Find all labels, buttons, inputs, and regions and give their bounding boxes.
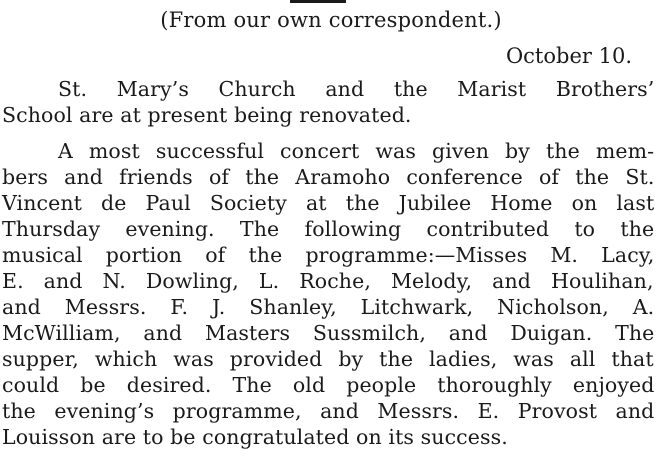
paragraph-2-line-6: E. and N. Dowling, L. Roche, Melody, and Houlihan, [2, 269, 654, 293]
dateline: October 10. [505, 44, 632, 68]
paragraph-1-line-1: St. Mary’s Church and the Marist Brothers’ [58, 77, 655, 101]
paragraph-2-line-4: Thursday evening. The following contributed to the [2, 217, 655, 241]
paragraph-2-line-12: Louisson are to be congratulated on its success. [2, 425, 508, 449]
paragraph-2-line-10: could be desired. The old people thoroughly enjoyed [2, 373, 655, 397]
paragraph-2-line-1: A most successful concert was given by the mem- [58, 139, 655, 163]
byline: (From our own correspondent.) [160, 8, 502, 32]
paragraph-2-line-5: musical portion of the programme:—Misses M. Lacy, [2, 243, 655, 267]
paragraph-2-line-2: bers and friends of the Aramoho conference of the St. [2, 165, 655, 189]
paragraph-2-line-7: and Messrs. F. J. Shanley, Litchwark, Nicholson, A. [2, 295, 655, 319]
paragraph-2-line-11: the evening’s programme, and Messrs. E. Provost and [2, 399, 655, 423]
paragraph-2-line-9: supper, which was provided by the ladies, was all that [2, 347, 654, 371]
paragraph-2-line-8: McWilliam, and Masters Sussmilch, and Duigan. The [2, 321, 655, 345]
header-rule [290, 0, 346, 3]
paragraph-1-line-2: School are at present being renovated. [2, 103, 412, 127]
paragraph-2-line-3: Vincent de Paul Society at the Jubilee Home on last [2, 191, 655, 215]
